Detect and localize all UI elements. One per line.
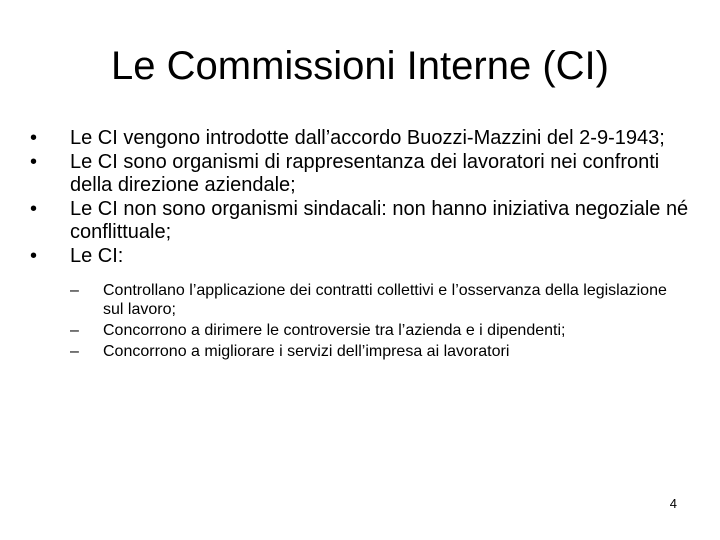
sub-bullet-list <box>70 282 690 361</box>
bullet-item <box>30 245 690 362</box>
sub-bullet-text: Concorrono a dirimere le controversie tra l’azienda e i dipendenti; <box>103 321 566 339</box>
dash-marker: – <box>70 282 79 299</box>
page-number: 4 <box>669 496 677 511</box>
bullet-marker: • <box>30 197 38 220</box>
bullet-marker: • <box>30 150 38 173</box>
dash-marker: – <box>70 342 79 360</box>
bullet-item <box>30 127 690 151</box>
sub-bullet-item <box>70 343 690 362</box>
slide-title: Le Commissioni Interne (CI) <box>111 44 609 88</box>
bullet-marker: • <box>30 244 38 267</box>
bullet-list <box>30 127 690 364</box>
sub-bullet-item <box>70 322 690 341</box>
bullet-item <box>30 198 690 245</box>
sub-bullet-text: Controllano l’applicazione dei contratti collettivi e l’osservanza della legislazione sul lavoro; <box>103 282 667 318</box>
bullet-marker: • <box>30 127 38 149</box>
bullet-text: Le CI sono organismi di rappresentanza dei lavoratori nei confronti della direzione aziendale; <box>70 150 660 196</box>
sub-bullet-text: Concorrono a migliorare i servizi dell’impresa ai lavoratori <box>103 342 510 360</box>
bullet-text: Le CI: <box>70 244 124 267</box>
bullet-text: Le CI vengono introdotte dall’accordo Buozzi-Mazzini del 2-9-1943; <box>70 127 665 149</box>
bullet-item <box>30 151 690 198</box>
bullet-text: Le CI non sono organismi sindacali: non hanno iniziativa negoziale né conflittuale; <box>70 197 689 243</box>
sub-bullet-item <box>70 282 690 319</box>
dash-marker: – <box>70 321 79 339</box>
